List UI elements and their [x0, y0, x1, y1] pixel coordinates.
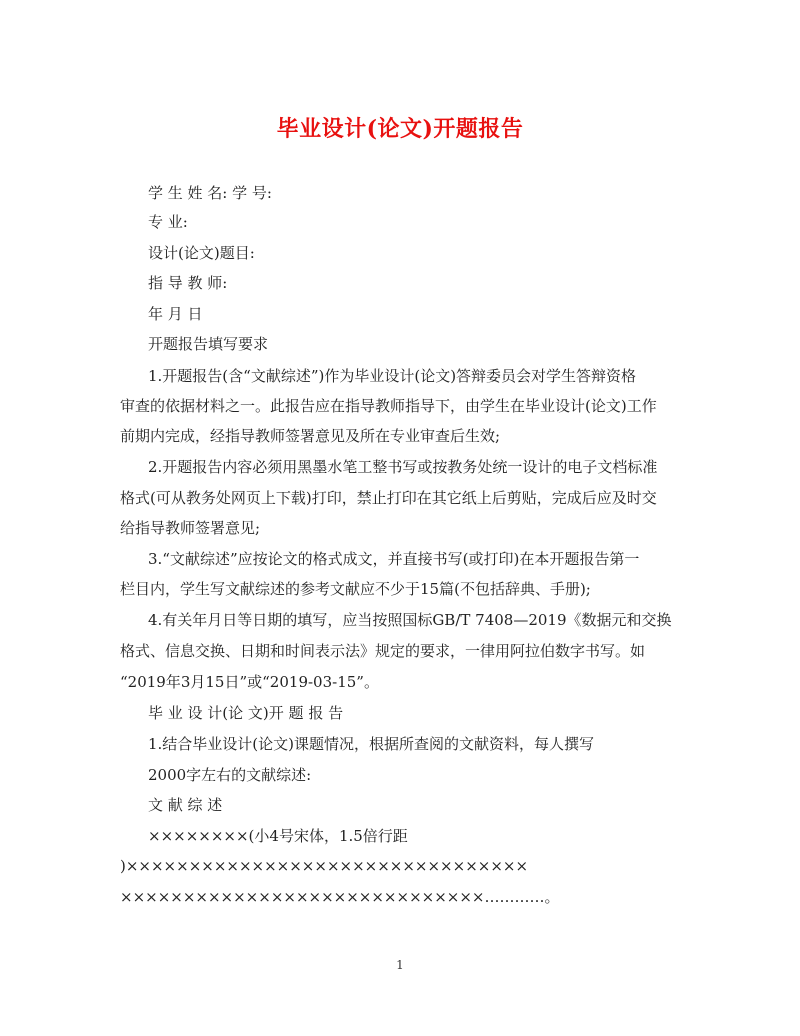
- placeholder-line-2: )××××××××××××××××××××××××××××××××: [120, 857, 529, 875]
- section-item-line-2: 2000字左右的文献综述:: [148, 766, 312, 784]
- page-number: 1: [396, 958, 404, 972]
- section-item-line-1: 1.结合毕业设计(论文)课题情况，根据所查阅的文献资料，每人撰写: [148, 735, 595, 753]
- requirement-4-line-1: 4.有关年月日等日期的填写，应当按照国标GB/T 7408—2019《数据元和交换: [148, 611, 672, 629]
- requirement-4-line-2: 格式、信息交换、日期和时间表示法》规定的要求，一律用阿拉伯数字书写。如: [120, 642, 646, 660]
- requirement-3-line-2: 栏目内，学生写文献综述的参考文献应不少于15篇(不包括辞典、手册);: [120, 580, 591, 598]
- requirement-2-line-3: 给指导教师签署意见;: [120, 519, 261, 537]
- requirement-1-line-1: 1.开题报告(含“文献综述”)作为毕业设计(论文)答辩委员会对学生答辩资格: [148, 367, 637, 385]
- placeholder-line-1: ××××××××(小4号宋体，1.5倍行距: [148, 827, 408, 845]
- requirements-heading: 开题报告填写要求: [148, 335, 269, 353]
- field-major: 专 业:: [148, 213, 188, 231]
- placeholder-line-3: ×××××××××××××××××××××××××××××…………。: [120, 888, 560, 906]
- requirement-2-line-2: 格式(可从教务处网页上下载)打印，禁止打印在其它纸上后剪贴，完成后应及时交: [120, 489, 657, 507]
- field-date: 年 月 日: [148, 305, 203, 323]
- requirement-2-line-1: 2.开题报告内容必须用黑墨水笔工整书写或按教务处统一设计的电子文档标准: [148, 458, 658, 476]
- section-heading: 毕 业 设 计(论 文)开 题 报 告: [148, 704, 344, 722]
- requirement-1-line-3: 前期内完成，经指导教师签署意见及所在专业审查后生效;: [120, 427, 501, 445]
- field-student-name: 学 生 姓 名: 学 号:: [148, 184, 272, 202]
- requirement-4-line-3: “2019年3月15日”或“2019-03-15”。: [120, 673, 379, 691]
- field-advisor: 指 导 教 师:: [148, 274, 228, 292]
- review-heading: 文 献 综 述: [148, 796, 223, 814]
- requirement-1-line-2: 审查的依据材料之一。此报告应在指导教师指导下，由学生在毕业设计(论文)工作: [120, 397, 657, 415]
- requirement-3-line-1: 3.“文献综述”应按论文的格式成文，并直接书写(或打印)在本开题报告第一: [148, 550, 640, 568]
- document-title: 毕业设计(论文)开题报告: [276, 116, 524, 142]
- field-thesis-title: 设计(论文)题目:: [148, 244, 255, 262]
